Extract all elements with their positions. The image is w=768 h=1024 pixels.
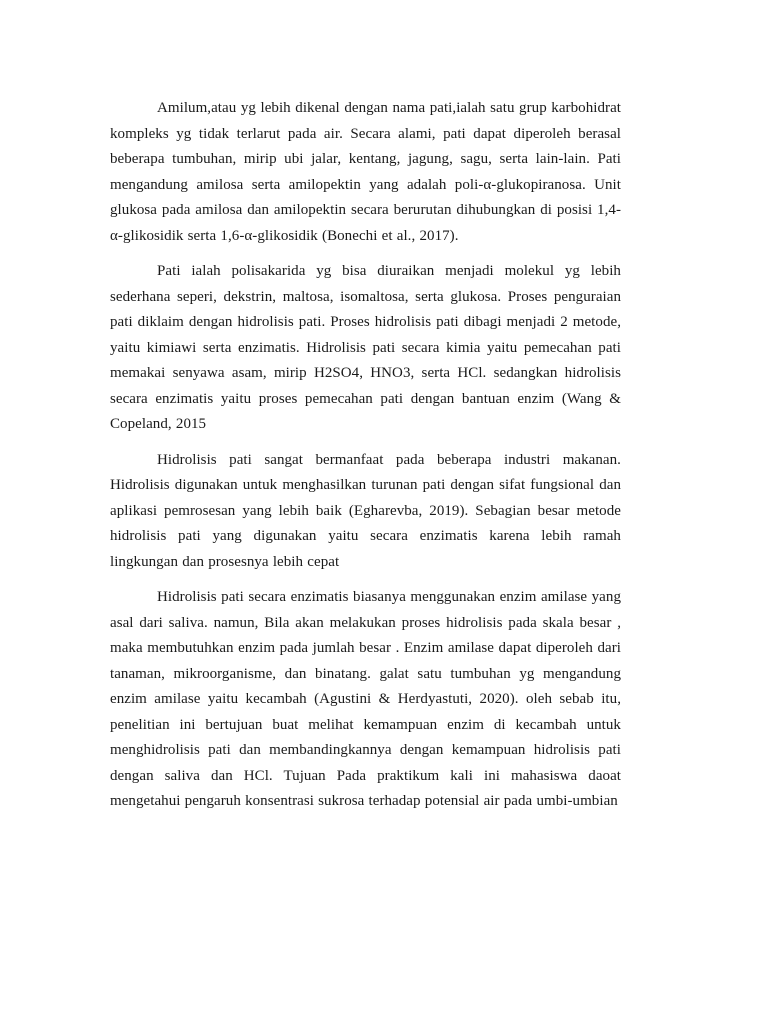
- paragraph-hidrolisis-enzimatis: Hidrolisis pati secara enzimatis biasanya menggunakan enzim amilase yang asal dari saliva. namun, Bila akan melakukan proses hidrolisis pada skala besar , maka membutuhkan enzim pada jumlah besar . Enzim amilase dapat diperoleh dari tanaman, mikroorganisme, dan binatang. galat satu tumbuhan yg mengandung enzim amilase yaitu kecambah (Agustini & Herdyastuti, 2020). oleh sebab itu, penelitian ini bertujuan buat melihat kemampuan enzim di kecambah untuk menghidrolisis pati dan membandingkannya dengan kemampuan hidrolisis pati dengan saliva dan HCl. Tujuan Pada praktikum kali ini mahasiswa daoat mengetahui pengaruh konsentrasi sukrosa terhadap potensial air pada umbi-umbian: [110, 589, 621, 809]
- document-page: [110, 96, 621, 825]
- paragraph-manfaat-hidrolisis: Hidrolisis pati sangat bermanfaat pada beberapa industri makanan. Hidrolisis digunakan untuk menghasilkan turunan pati dengan sifat fungsional dan aplikasi pemrosesan yang lebih baik (Egharevba, 2019). Sebagian besar metode hidrolisis pati yang digunakan yaitu secara enzimatis karena lebih ramah lingkungan dan prosesnya lebih cepat: [110, 451, 621, 570]
- paragraph-polisakarida: Pati ialah polisakarida yg bisa diuraikan menjadi molekul yg lebih sederhana seperi, dekstrin, maltosa, isomaltosa, serta glukosa. Proses penguraian pati diklaim dengan hidrolisis pati. Proses hidrolisis pati dibagi menjadi 2 metode, yaitu kimiawi serta enzimatis. Hidrolisis pati secara kimia yaitu pemecahan pati memakai senyawa asam, mirip H2SO4, HNO3, serta HCl. sedangkan hidrolisis secara enzimatis yaitu proses pemecahan pati dengan bantuan enzim (Wang & Copeland, 2015: [110, 263, 621, 432]
- paragraph-amilum: Amilum,atau yg lebih dikenal dengan nama pati,ialah satu grup karbohidrat kompleks yg tidak terlarut pada air. Secara alami, pati dapat diperoleh berasal beberapa tumbuhan, mirip ubi jalar, kentang, jagung, sagu, serta lain-lain. Pati mengandung amilosa serta amilopektin yang adalah poli-α-glukopiranosa. Unit glukosa pada amilosa dan amilopektin secara berurutan dihubungkan di posisi 1,4-α-glikosidik serta 1,6-α-glikosidik (Bonechi et al., 2017).: [110, 100, 621, 244]
